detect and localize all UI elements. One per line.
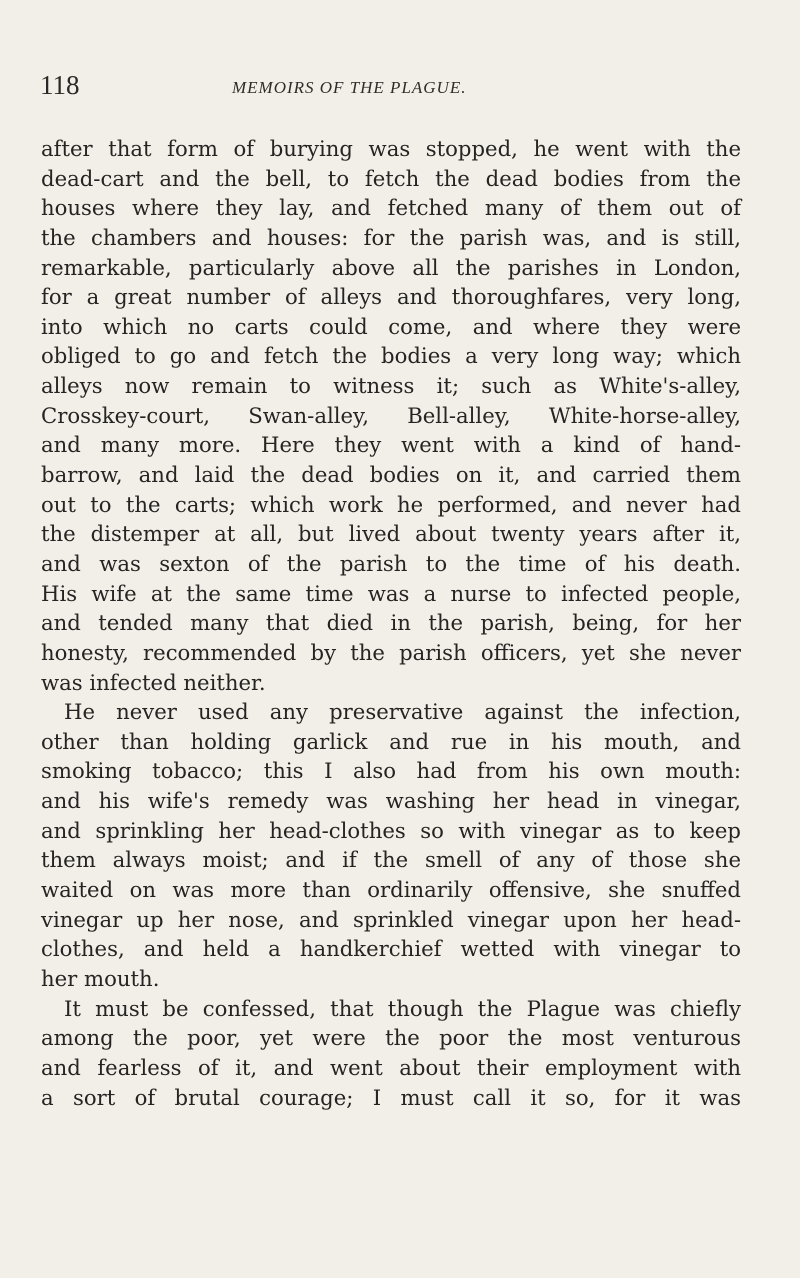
text-line: and was sexton of the parish to the time of his death. [41, 550, 741, 576]
body-text [41, 134, 741, 1112]
text-line: honesty, recommended by the parish officers, yet she never [41, 639, 741, 665]
text-line: remarkable, particularly above all the parishes in London, [41, 254, 741, 280]
text-line: the chambers and houses: for the parish was, and is still, [41, 224, 741, 250]
text-line: after that form of burying was stopped, he went with the [41, 136, 741, 161]
text-line: and fearless of it, and went about their employment with [41, 1054, 741, 1080]
text-line: for a great number of alleys and thoroughfares, very long, [41, 284, 741, 310]
running-head [40, 70, 740, 104]
text-line: alleys now remain to witness it; such as White's-alley, [41, 373, 741, 399]
text-line: barrow, and laid the dead bodies on it, and carried them [41, 462, 741, 488]
text-line: a sort of brutal courage; I must call it so, for it was [41, 1084, 741, 1110]
text-line: the distemper at all, but lived about twenty years after it, [41, 521, 741, 547]
text-line: and many more. Here they went with a kind of hand- [41, 432, 741, 458]
text-line: obliged to go and fetch the bodies a very long way; which [41, 343, 741, 369]
text-line: among the poor, yet were the poor the most venturous [41, 1025, 741, 1051]
text-line: clothes, and held a handkerchief wetted with vinegar to [41, 936, 741, 962]
paragraph-start-line: It must be confessed, that though the Plague was chiefly [64, 995, 741, 1021]
text-line: and tended many that died in the parish, being, for her [41, 610, 741, 636]
text-line: vinegar up her nose, and sprinkled vinegar upon her head- [41, 906, 741, 932]
page-number: 118 [40, 70, 80, 100]
text-line: out to the carts; which work he performed, and never had [41, 491, 741, 517]
text-line: them always moist; and if the smell of any of those she [41, 847, 741, 873]
text-line: houses where they lay, and fetched many of them out of [41, 195, 741, 221]
text-line: and sprinkling her head-clothes so with vinegar as to keep [41, 817, 741, 843]
text-line: dead-cart and the bell, to fetch the dead bodies from the [41, 165, 741, 191]
running-title: MEMOIRS OF THE PLAGUE. [232, 78, 467, 97]
text-line: Crosskey-court, Swan-alley, Bell-alley, White-horse-alley, [41, 402, 741, 428]
text-line: her mouth. [41, 965, 160, 991]
text-line: into which no carts could come, and where they were [41, 313, 741, 339]
text-line: smoking tobacco; this I also had from his own mouth: [41, 758, 741, 784]
text-line: was infected neither. [41, 669, 266, 695]
text-line: other than holding garlick and rue in his mouth, and [41, 728, 741, 754]
text-line: and his wife's remedy was washing her head in vinegar, [41, 788, 741, 814]
text-line: His wife at the same time was a nurse to infected people, [41, 580, 741, 606]
text-line: waited on was more than ordinarily offensive, she snuffed [41, 877, 741, 903]
paragraph-start-line: He never used any preservative against the infection, [64, 699, 741, 725]
